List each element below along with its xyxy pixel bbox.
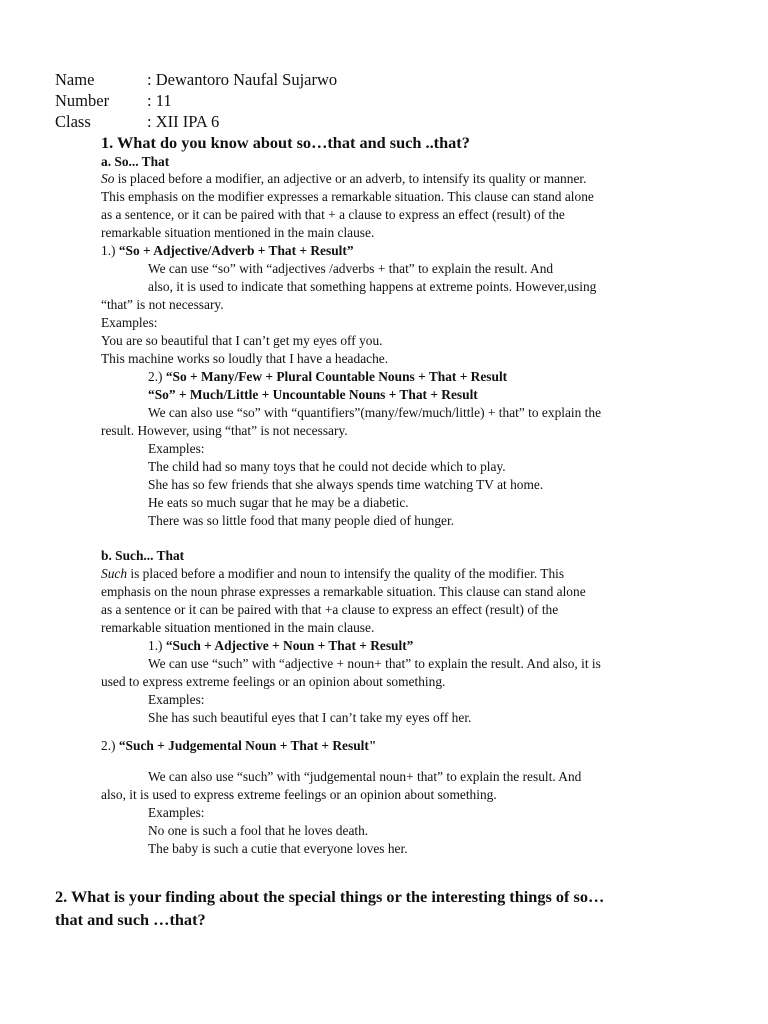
examples-label: Examples: [148, 441, 205, 456]
examples-label: Examples: [148, 692, 205, 707]
name-value: : Dewantoro Naufal Sujarwo [147, 70, 338, 89]
such-that-definition-line: emphasis on the noun phrase expresses a remarkable situation. This clause can stand alone [101, 584, 586, 599]
such-pattern-1-explanation: We can use “such” with “adjective + noun+ that” to explain the result. And also, it is [148, 656, 601, 671]
so-pattern-2-heading: 2.) “So + Many/Few + Plural Countable Nouns + That + Result [148, 369, 508, 384]
so-pattern-2-formula: “So + Many/Few + Plural Countable Nouns + That + Result [165, 369, 508, 384]
so-that-definition-line: This emphasis on the modifier expresses a remarkable situation. This clause can stand alone [101, 189, 594, 204]
so-term: So [101, 171, 115, 186]
so-pattern-2-explanation: result. However, using “that” is not necessary. [101, 423, 348, 438]
such-pattern-2-formula: “Such + Judgemental Noun + That + Result" [118, 738, 377, 753]
so-pattern-1-heading: 1.) “So + Adjective/Adverb + That + Result” [101, 243, 354, 258]
examples-label: Examples: [148, 805, 205, 820]
class-row [55, 112, 455, 132]
such-that-definition-line: remarkable situation mentioned in the main clause. [101, 620, 375, 635]
so-pattern-2-explanation: We can also use “so” with “quantifiers”(many/few/much/little) + that” to explain the [148, 405, 602, 420]
example-sentence: There was so little food that many people died of hunger. [148, 513, 455, 528]
question-2-title: 2. What is your finding about the special things or the interesting things of so… [55, 887, 605, 906]
example-sentence: You are so beautiful that I can’t get my eyes off you. [101, 333, 383, 348]
such-pattern-1-explanation: used to express extreme feelings or an opinion about something. [101, 674, 446, 689]
so-that-definition-line: remarkable situation mentioned in the main clause. [101, 225, 375, 240]
example-sentence: The child had so many toys that he could not decide which to play. [148, 459, 506, 474]
number-row [55, 91, 455, 111]
example-sentence: She has so few friends that she always spends time watching TV at home. [148, 477, 544, 492]
example-sentence: She has such beautiful eyes that I can’t take my eyes off her. [148, 710, 472, 725]
example-sentence: No one is such a fool that he loves death. [148, 823, 369, 838]
such-pattern-2-explanation: also, it is used to express extreme feelings or an opinion about something. [101, 787, 497, 802]
name-row [55, 70, 455, 90]
question-1-title: 1. What do you know about so…that and such ..that? [101, 133, 470, 152]
so-pattern-1-formula: “So + Adjective/Adverb + That + Result” [118, 243, 354, 258]
such-pattern-2-heading: 2.) “Such + Judgemental Noun + That + Result" [101, 738, 377, 753]
so-that-definition-line: So is placed before a modifier, an adjective or an adverb, to intensify its quality or manner. [101, 171, 587, 186]
such-term: Such [101, 566, 128, 581]
so-that-definition-line: as a sentence, or it can be paired with that + a clause to express an effect (result) of the [101, 207, 565, 222]
example-sentence: He eats so much sugar that he may be a diabetic. [148, 495, 409, 510]
class-value: : XII IPA 6 [147, 112, 220, 131]
so-pattern-1-explanation: We can use “so” with “adjectives /adverbs + that” to explain the result. And [148, 261, 554, 276]
class-label: Class [55, 112, 91, 131]
such-pattern-1-formula: “Such + Adjective + Noun + That + Result” [165, 638, 414, 653]
such-that-definition-line: Such is placed before a modifier and noun to intensify the quality of the modifier. This [101, 566, 565, 581]
such-that-definition-line: as a sentence or it can be paired with that +a clause to express an effect (result) of the [101, 602, 559, 617]
example-sentence: The baby is such a cutie that everyone loves her. [148, 841, 408, 856]
so-pattern-2-formula-alt: “So” + Much/Little + Uncountable Nouns + That + Result [148, 387, 478, 402]
such-pattern-2-explanation: We can also use “such” with “judgemental noun+ that” to explain the result. And [148, 769, 582, 784]
example-sentence: This machine works so loudly that I have a headache. [101, 351, 389, 366]
so-pattern-1-explanation: also, it is used to indicate that something happens at extreme points. However,using [148, 279, 597, 294]
number-label: Number [55, 91, 110, 110]
question-2-title-continued: that and such …that? [55, 910, 206, 929]
so-pattern-1-explanation: “that” is not necessary. [101, 297, 224, 312]
number-value: : 11 [147, 91, 172, 110]
such-that-heading: b. Such... That [101, 548, 185, 563]
examples-label: Examples: [101, 315, 158, 330]
name-label: Name [55, 70, 95, 89]
so-that-heading: a. So... That [101, 154, 170, 169]
such-pattern-1-heading: 1.) “Such + Adjective + Noun + That + Result” [148, 638, 414, 653]
